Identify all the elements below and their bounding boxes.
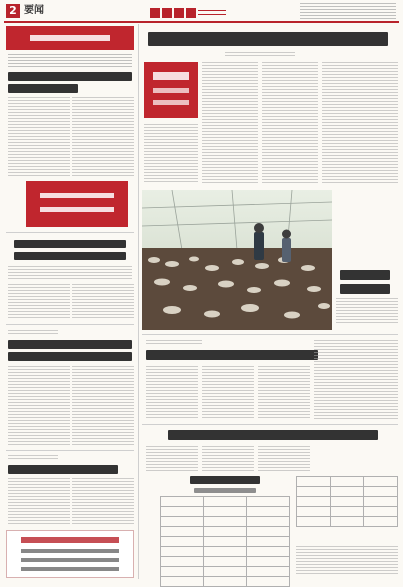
notice-table-notes [296,546,398,574]
table-cell [330,507,364,517]
divider [6,324,134,325]
table-cell [297,517,331,527]
article-body-col2 [72,366,134,446]
table-cell [330,477,364,487]
table-cell [204,537,247,547]
issue-info [300,3,396,19]
table-row [161,557,290,567]
article-body-col2 [202,366,254,420]
table-row [297,517,398,527]
table-cell [330,497,364,507]
table-cell [297,497,331,507]
table-cell [161,517,204,527]
theme-box-row [21,558,119,562]
table-cell [297,487,331,497]
theme-box-row [21,549,119,553]
table-row [297,507,398,517]
article-body-col2 [202,446,254,472]
score-table-subtitle [194,488,256,493]
article-lead [8,266,132,280]
article-headline [168,430,378,440]
table-cell [161,497,204,507]
notice-table [296,476,398,527]
table-cell [161,507,204,517]
table-cell [204,547,247,557]
greenhouse-photo [142,190,332,330]
column-banner-title [30,35,110,41]
masthead-icon [150,7,230,19]
lead-body-col3 [322,62,398,184]
divider [6,232,134,233]
article-headline [146,350,318,360]
masthead-logo [150,4,230,16]
article-body-col3 [258,366,310,420]
table-cell [161,567,204,577]
table-cell [161,547,204,557]
article-headline [8,72,132,81]
table-cell [364,477,398,487]
lead-byline [225,52,295,57]
table-cell [297,477,331,487]
score-table-block [160,476,290,578]
article-body-col2 [72,284,134,320]
table-cell [161,557,204,567]
photo-caption [336,298,398,324]
article-kicker [146,340,202,346]
divider [142,424,398,425]
table-cell [247,507,290,517]
page-number: 2 [6,4,20,18]
notice-table-grid [296,476,398,527]
table-row [161,507,290,517]
table-row [161,537,290,547]
table-cell [364,517,398,527]
table-row [161,527,290,537]
table-row [161,547,290,557]
table-cell [247,517,290,527]
table-row [297,487,398,497]
column-banner [6,26,134,50]
theme-box-row [21,567,119,571]
section-name: 要闻 [24,5,44,16]
article-headline [8,340,132,349]
table-cell [247,497,290,507]
theme-box-title [21,537,119,543]
column-divider [138,24,139,579]
table-cell [330,487,364,497]
lead-body-col0 [144,124,198,184]
table-cell [204,527,247,537]
table-row [297,497,398,507]
article-body-col2 [72,478,134,526]
table-row [161,517,290,527]
article-body-col2 [72,97,134,177]
score-table [160,496,290,587]
table-cell [161,537,204,547]
callout-box [26,181,128,227]
table-cell [247,557,290,567]
article-body-col1 [8,97,70,177]
article-subheadline [8,54,132,68]
table-cell [204,497,247,507]
article-headline [8,465,118,474]
table-cell [297,507,331,517]
table-cell [204,557,247,567]
score-table-grid [160,496,290,587]
article-headline [14,240,126,248]
lead-body-col2 [262,62,318,184]
article-body-col1 [146,446,198,472]
article-headline-line2 [8,352,132,361]
table-cell [364,487,398,497]
table-cell [204,517,247,527]
table-cell [204,507,247,517]
photo-side-headline [340,270,390,280]
table-cell [161,527,204,537]
feature-label [144,62,198,118]
lead-headline [148,32,388,46]
article-body-col1 [8,478,70,526]
table-cell [330,517,364,527]
divider [142,334,398,335]
mushroom-greenhouse-image [142,190,332,330]
article-kicker [8,455,58,461]
article-body-col1 [8,284,70,320]
article-body-col1 [146,366,198,420]
table-row [161,497,290,507]
table-cell [247,547,290,557]
table-cell [247,537,290,547]
table-cell [364,507,398,517]
article-headline-line2 [8,84,78,93]
theme-box [6,530,134,578]
notice-table-block [296,476,398,578]
table-row [161,567,290,577]
photo-side-headline-line2 [340,284,390,294]
lead-body-col1 [202,62,258,184]
table-row [297,477,398,487]
article-body-col1 [8,366,70,446]
header-rule [4,21,399,23]
article-body-col3 [258,446,310,472]
table-cell [247,567,290,577]
article-kicker [8,330,58,336]
score-table-title [190,476,260,484]
table-cell [247,527,290,537]
article-headline-line2 [14,252,126,260]
article-body-col4 [314,340,398,420]
table-cell [364,497,398,507]
divider [6,450,134,451]
table-cell [204,567,247,577]
